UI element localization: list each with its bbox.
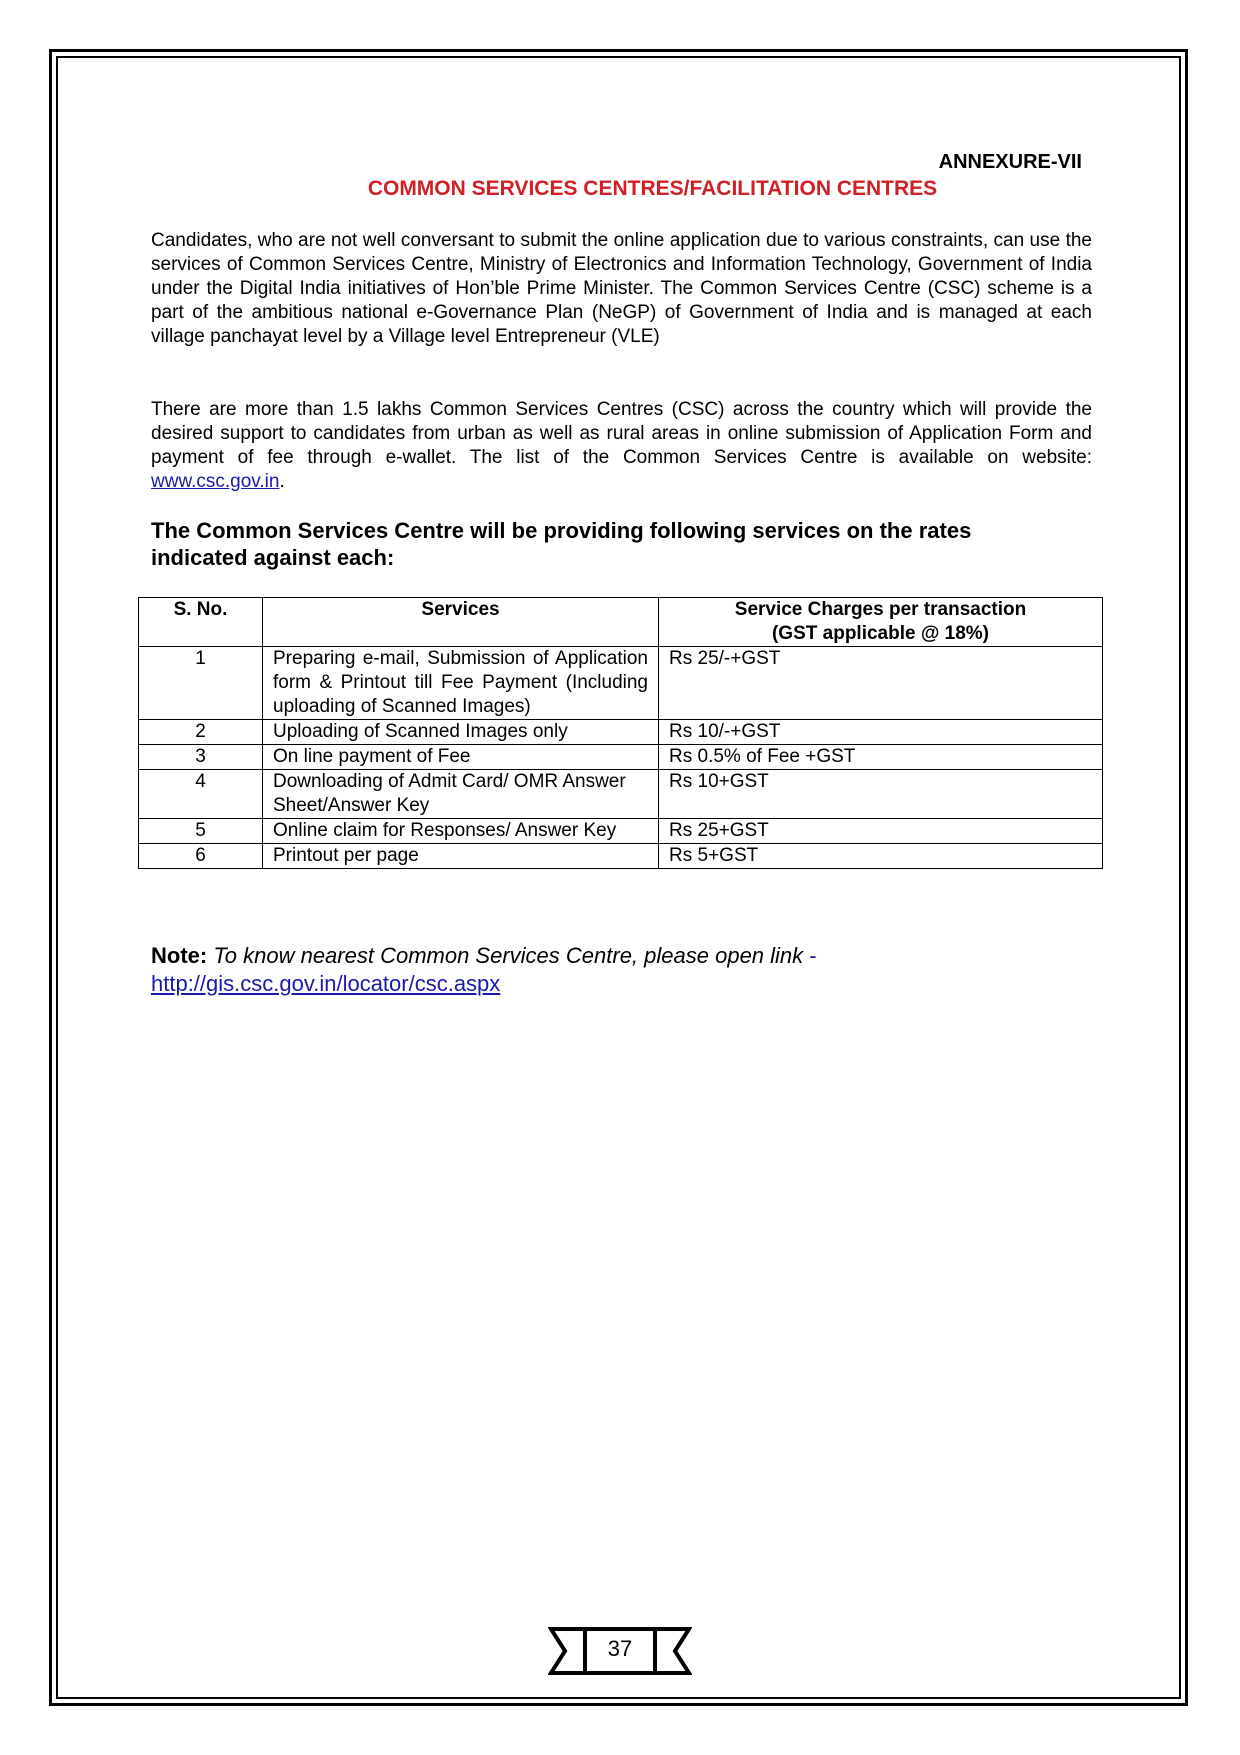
- row-service: Downloading of Admit Card/ OMR Answer Sheet/Answer Key: [263, 770, 659, 819]
- services-subheading: The Common Services Centre will be providing following services on the rates indicated against each:: [151, 518, 972, 570]
- csc-count-paragraph: [151, 398, 1092, 494]
- services-table: [138, 597, 1103, 869]
- table-row: [139, 720, 1103, 745]
- header-sno: S. No.: [139, 598, 263, 647]
- note-text: To know nearest Common Services Centre, please open link: [213, 943, 804, 968]
- header-charges: [659, 598, 1103, 647]
- csc-count-end: .: [279, 471, 285, 492]
- page-title: COMMON SERVICES CENTRES/FACILITATION CENTRES: [367, 177, 938, 200]
- row-sno: 3: [139, 745, 263, 770]
- note-block: [151, 942, 817, 998]
- row-service: Online claim for Responses/ Answer Key: [263, 819, 659, 844]
- row-sno: 4: [139, 770, 263, 819]
- row-service: Uploading of Scanned Images only: [263, 720, 659, 745]
- csc-count-text: There are more than 1.5 lakhs Common Services Centres (CSC) across the country which will provide the desired support to candidates from urban as well as rural areas in online submission of Application Form and payment of fee through e-wallet. The list of the Common Services Centre is available on website:: [151, 399, 1092, 468]
- row-sno: 6: [139, 844, 263, 869]
- row-charge: Rs 10+GST: [659, 770, 1103, 819]
- intro-paragraph: Candidates, who are not well conversant to submit the online application due to various constraints, can use the services of Common Services Centre, Ministry of Electronics and Information Technology, Government of India under the Digital India initiatives of Hon’ble Prime Minister. The Common Services Centre (CSC) scheme is a part of the ambitious national e-Governance Plan (NeGP) of Government of India and is managed at each village panchayat level by a Village level Entrepreneur (VLE): [151, 230, 1092, 347]
- page-number: 37: [607, 1636, 633, 1661]
- note-dash: -: [809, 943, 817, 968]
- row-charge: Rs 10/-+GST: [659, 720, 1103, 745]
- row-sno: 1: [139, 647, 263, 720]
- table-row: [139, 844, 1103, 869]
- header-charges-line2: (GST applicable @ 18%): [771, 623, 990, 644]
- annexure-label: ANNEXURE-VII: [938, 151, 1082, 173]
- csc-website-link[interactable]: www.csc.gov.in: [151, 471, 280, 492]
- table-row: [139, 819, 1103, 844]
- csc-locator-link[interactable]: http://gis.csc.gov.in/locator/csc.aspx: [151, 971, 501, 996]
- header-services: Services: [263, 598, 659, 647]
- table-row: [139, 745, 1103, 770]
- row-service: Preparing e-mail, Submission of Application form & Printout till Fee Payment (Including uploading of Scanned Images): [263, 647, 659, 720]
- table-row: [139, 647, 1103, 720]
- header-charges-line1: Service Charges per transaction: [734, 599, 1027, 620]
- row-service: On line payment of Fee: [263, 745, 659, 770]
- table-header-row: [139, 598, 1103, 647]
- row-service: Printout per page: [263, 844, 659, 869]
- row-sno: 5: [139, 819, 263, 844]
- row-charge: Rs 25+GST: [659, 819, 1103, 844]
- table-row: [139, 770, 1103, 819]
- note-label: Note:: [151, 943, 208, 968]
- page-number-ribbon: [548, 1625, 692, 1681]
- row-charge: Rs 0.5% of Fee +GST: [659, 745, 1103, 770]
- row-sno: 2: [139, 720, 263, 745]
- row-charge: Rs 5+GST: [659, 844, 1103, 869]
- row-charge: Rs 25/-+GST: [659, 647, 1103, 720]
